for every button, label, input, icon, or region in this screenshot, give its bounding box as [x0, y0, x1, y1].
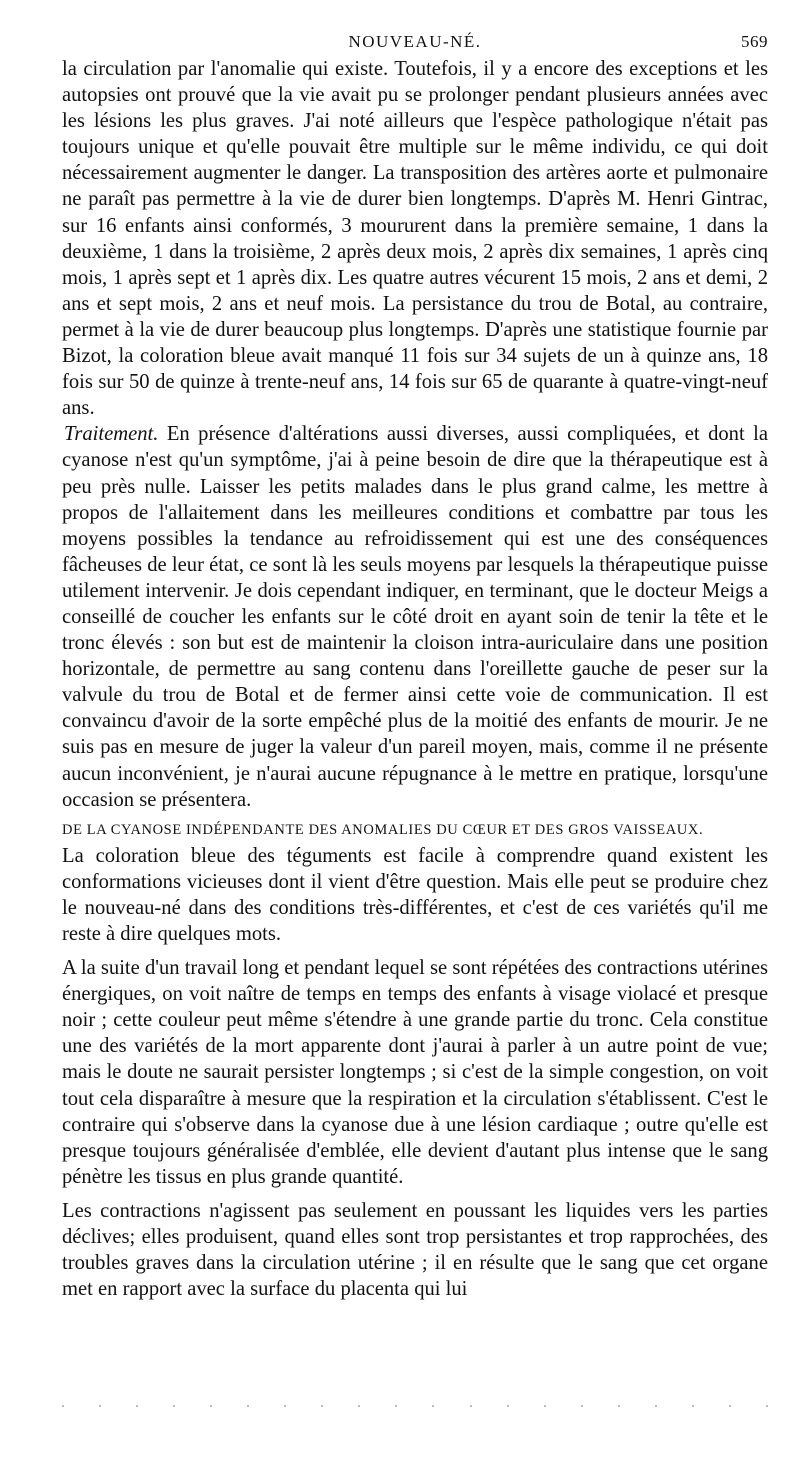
- section-heading-text: DE LA CYANOSE INDÉPENDANTE DES ANOMALIES DU CŒUR ET DES GROS VAISSEAUX.: [62, 821, 704, 838]
- paragraph-statistics: la circulation par l'anomalie qui existe. Toutefois, il y a encore des exceptions et les autopsies ont prouvé que la vie avait pu se prolonger pendant plusieurs années avec les lésions les plus graves. J'ai noté ailleurs que l'espèce pathologique n'était pas toujours unique et qu'elle pouvait être multiple sur le même individu, ce qui doit nécessairement augmenter le danger. La transposition des artères aorte et pulmonaire ne paraît pas permettre à la vie de durer bien longtemps. D'après M. Henri Gintrac, sur 16 enfants ainsi conformés, 3 moururent dans la première semaine, 1 dans la deuxième, 1 dans la troisième, 2 après deux mois, 2 après dix semaines, 1 après cinq mois, 1 après sept et 1 après dix. Les quatre autres vécurent 15 mois, 2 ans et demi, 2 ans et sept mois, 2 ans et neuf mois. La persistance du trou de Botal, au contraire, permet à la vie de durer beaucoup plus longtemps. D'après une statistique fournie par Bizot, la coloration bleue avait manqué 11 fois sur 34 sujets de un à quinze ans, 18 fois sur 50 de quinze à trente-neuf ans, 14 fois sur 65 de quarante à quatre-vingt-neuf ans.: [62, 58, 768, 420]
- paragraph-circulation: Les contractions n'agissent pas seulement en poussant les liquides vers les parties déclives; elles produisent, quand elles sont trop persistantes et trop rapprochées, des troubles graves dans la circulation utérine ; il en résulte que le sang que cet organe met en rapport avec la surface du placenta qui lui: [62, 1199, 768, 1301]
- traitement-text: En présence d'altérations aussi diverses, aussi compliquées, et dont la cyanose n'est qu'un symptôme, j'ai à peine besoin de dire que la thérapeutique est à peu près nulle. Laisser les petits malades dans le plus grand calme, les mettre à propos de l'allaitement dans les meilleures conditions et combattre par tous les moyens possibles la tendance au refroidissement qui est une des conséquences fâcheuses de leur état, ce sont là les seuls moyens par lesquels la thérapeutique puisse utilement intervenir. Je dois cependant indiquer, en terminant, que le docteur Meigs a conseillé de coucher les enfants sur le côté droit en ayant soin de tenir la tête et le tronc élevés : son but est de maintenir la cloison intra-auriculaire dans une position horizontale, de permettre au sang contenu dans l'oreillette gauche de peser sur la valvule du trou de Botal et de fermer ainsi cette voie de communication. Il est convaincu d'avoir de la sorte empêché plus de la moitié des enfants de mourir. Je ne suis pas en mesure de juger la valeur d'un pareil moyen, mais, comme il ne présente aucun inconvénient, je n'aurai aucune répugnance à le mettre en pratique, lorsqu'une occasion se présentera.: [62, 423, 768, 811]
- page-number: 569: [741, 32, 768, 51]
- book-page: [62, 26, 768, 1302]
- paragraph-contractions: A la suite d'un travail long et pendant lequel se sont répétées des contractions utérines énergiques, on voit naître de temps en temps des enfants à visage violacé et presque noir ; cette couleur peut même s'étendre à une grande partie du tronc. Cela constitue une des variétés de la mort apparente dont j'aurai à parler à un autre point de vue; mais le doute ne saurait persister longtemps ; si c'est de la simple congestion, on voit tout cela disparaître à mesure que la respiration et la circulation s'établissent. C'est le contraire qui s'observe dans la cyanose due à une lésion cardiaque ; outre qu'elle est presque toujours généralisée d'emblée, elle devient d'autant plus intense que le sang pénètre les tissus en plus grande quantité.: [62, 957, 768, 1188]
- traitement-heading: Traitement.: [64, 423, 159, 446]
- paragraph-coloration: La coloration bleue des téguments est facile à comprendre quand existent les conformations vicieuses dont il vient d'être question. Mais elle peut se produire chez le nouveau-né dans des conditions très-différentes, et c'est de ces variétés qu'il me reste à dire quelques mots.: [62, 844, 768, 945]
- running-title: NOUVEAU-NÉ.: [348, 32, 482, 51]
- body-text: [62, 56, 768, 1302]
- section-heading: [62, 819, 768, 841]
- paragraph-traitement: [62, 421, 768, 812]
- running-head: [62, 26, 768, 56]
- bleed-through-marks: [62, 1402, 768, 1410]
